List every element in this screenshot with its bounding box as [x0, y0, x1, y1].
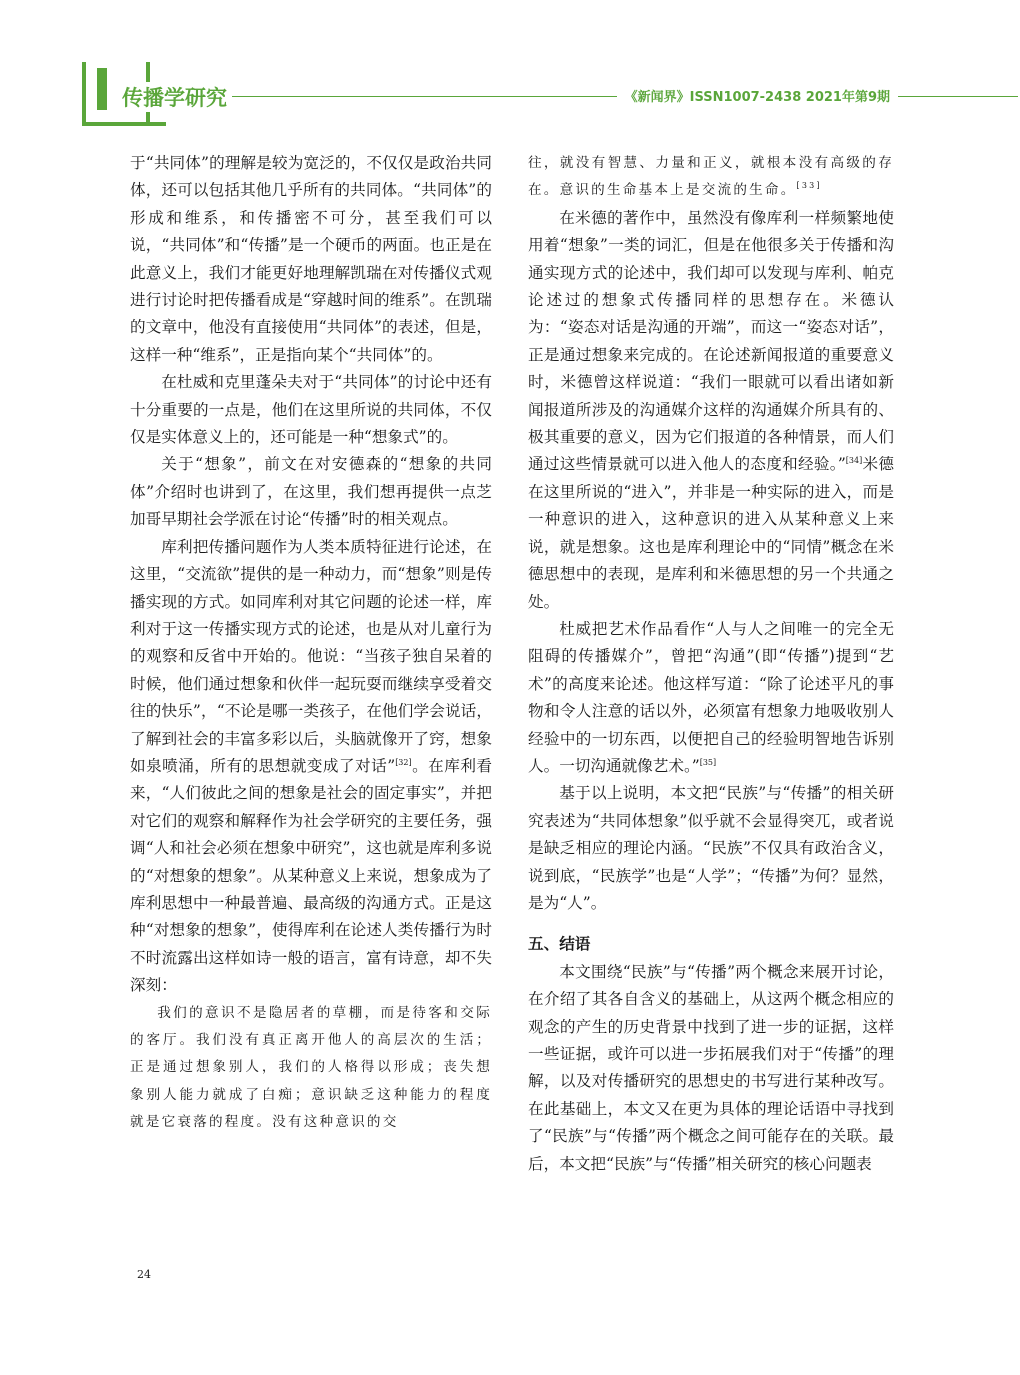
paragraph: 关于“想象”，前文在对安德森的“想象的共同体”介绍时也讲到了，在这里，我们想再提供一点芝加哥早期社会学派在讨论“传播”时的相关观点。 [130, 455, 492, 529]
journal-info: 《新闻界》ISSN1007-2438 2021年第9期 [617, 86, 898, 105]
citation-ref: [34] [845, 456, 863, 466]
section-title: 传播学研究 [118, 82, 231, 112]
paragraph-text: 在米德的著作中，虽然没有像库利一样频繁地使用着“想象”一类的词汇，但是在他很多关于传播和沟通实现方式的论述中，我们却可以发现与库利、帕克论述过的想象式传播同样的思想存在。米德认为：“姿态对话是沟通的开端”，而这一“姿态对话”，正是通过想象来完成的。在论述新闻报道的重要意义时，米德曾这样说道：“我们一眼就可以看出诸如新闻报道所涉及的沟通媒介这样的沟通媒介所具有的、极其重要的意义，因为它们报道的各种情景，而人们通过这些情景就可以进入他人的态度和经验。” [528, 208, 894, 474]
right-column [528, 150, 894, 1178]
left-column [130, 150, 492, 1137]
citation-ref: [32] [395, 757, 412, 767]
paragraph: 本文围绕“民族”与“传播”两个概念来展开讨论，在介绍了其各自含义的基础上，从这两个概念相应的观念的产生的历史背景中找到了进一步的证据，这样一些证据，或许可以进一步拓展我们对于“传播”的理解，以及对传播研究的思想史的书写进行某种改写。在此基础上，本文又在更为具体的理论话语中寻找到了“民族”与“传播”两个概念之间可能存在的关联。最后，本文把“民族”与“传播”相关研究的核心问题表 [528, 962, 894, 1173]
paragraph-text: 米德在这里所说的“进入”，并非是一种实际的进入，而是一种意识的进入，这种意识的进入从某种意义上来说，就是想象。这也是库利理论中的“同情”概念在米德思想中的表现，是库利和米德思想的另一个共通之处。 [528, 455, 894, 611]
paragraph: 于“共同体”的理解是较为宽泛的，不仅仅是政治共同体，还可以包括其他几乎所有的共同体。“共同体”的形成和维系，和传播密不可分，甚至我们可以说，“共同体”和“传播”是一个硬币的两面。也正是在此意义上，我们才能更好地理解凯瑞在对传播仪式观进行讨论时把传播看成是“穿越时间的维系”。在凯瑞的文章中，他没有直接使用“共同体”的表述，但是，这样一种“维系”，正是指向某个“共同体”的。 [130, 154, 492, 364]
paragraph [528, 205, 894, 616]
paragraph: 在杜威和克里蓬朵夫对于“共同体”的讨论中还有十分重要的一点是，他们在这里所说的共同体，不仅仅是实体意义上的，还可能是一种“想象式”的。 [130, 373, 492, 447]
paragraph [130, 534, 492, 1000]
paragraph-text: 。在库利看来，“人们彼此之间的想象是社会的固定事实”，并把对它们的观察和解释作为社会学研究的主要任务，强调“人和社会必须在想象中研究”，这也就是库利多说的“对想象的想象”。从某种意义上来说，想象成为了库利思想中一种最普遍、最高级的沟通方式。正是这种“对想象的想象”，使得库利在论述人类传播行为时不时流露出这样如诗一般的语言，富有诗意，却不失深刻： [130, 756, 492, 995]
paragraph: 基于以上说明，本文把“民族”与“传播”的相关研究表述为“共同体想象”似乎就不会显得突兀，或者说是缺乏相应的理论内涵。“民族”不仅具有政治含义，说到底，“民族学”也是“人学”；“传播”为何？显然，是为“人”。 [528, 784, 894, 912]
paragraph [528, 616, 894, 780]
page-number: 24 [137, 1268, 151, 1281]
block-quote: 我们的意识不是隐居者的草棚，而是待客和交际的客厅。我们没有真正离开他人的高层次的生活；正是通过想象别人，我们的人格得以形成；丧失想象别人能力就成了白痴；意识缺乏这种能力的程度就是它衰落的程度。没有这种意识的交 [130, 1004, 492, 1131]
section-heading: 五、结语 [528, 935, 591, 954]
block-quote-continued [528, 150, 894, 205]
paragraph-text: 杜威把艺术作品看作“人与人之间唯一的完全无阻碍的传播媒介”，曾把“沟通”(即“传播”)提到“艺术”的高度来论述。他这样写道：“除了论述平凡的事物和令人注意的话以外，必须富有想象力地吸收别人经验中的一切东西，以便把自己的经验明智地告诉别人。一切沟通就像艺术。” [528, 619, 894, 775]
citation-ref: [33] [796, 181, 822, 191]
citation-ref: [35] [699, 757, 717, 767]
paragraph-text: 库利把传播问题作为人类本质特征进行论述，在这里，“交流欲”提供的是一种动力，而“想象”则是传播实现的方式。如同库利对其它问题的论述一样，库利对于这一传播实现方式的论述，也是从对儿童行为的观察和反省中开始的。他说：“当孩子独自呆着的时候，他们通过想象和伙伴一起玩耍而继续享受着交往的快乐”，“不论是哪一类孩子，在他们学会说话，了解到社会的丰富多彩以后，头脑就像开了窍，想象如泉喷涌，所有的思想就变成了对话” [130, 537, 492, 775]
quote-text: 往，就没有智慧、力量和正义，就根本没有高级的存在。意识的生命基本上是交流的生命。 [528, 155, 894, 199]
